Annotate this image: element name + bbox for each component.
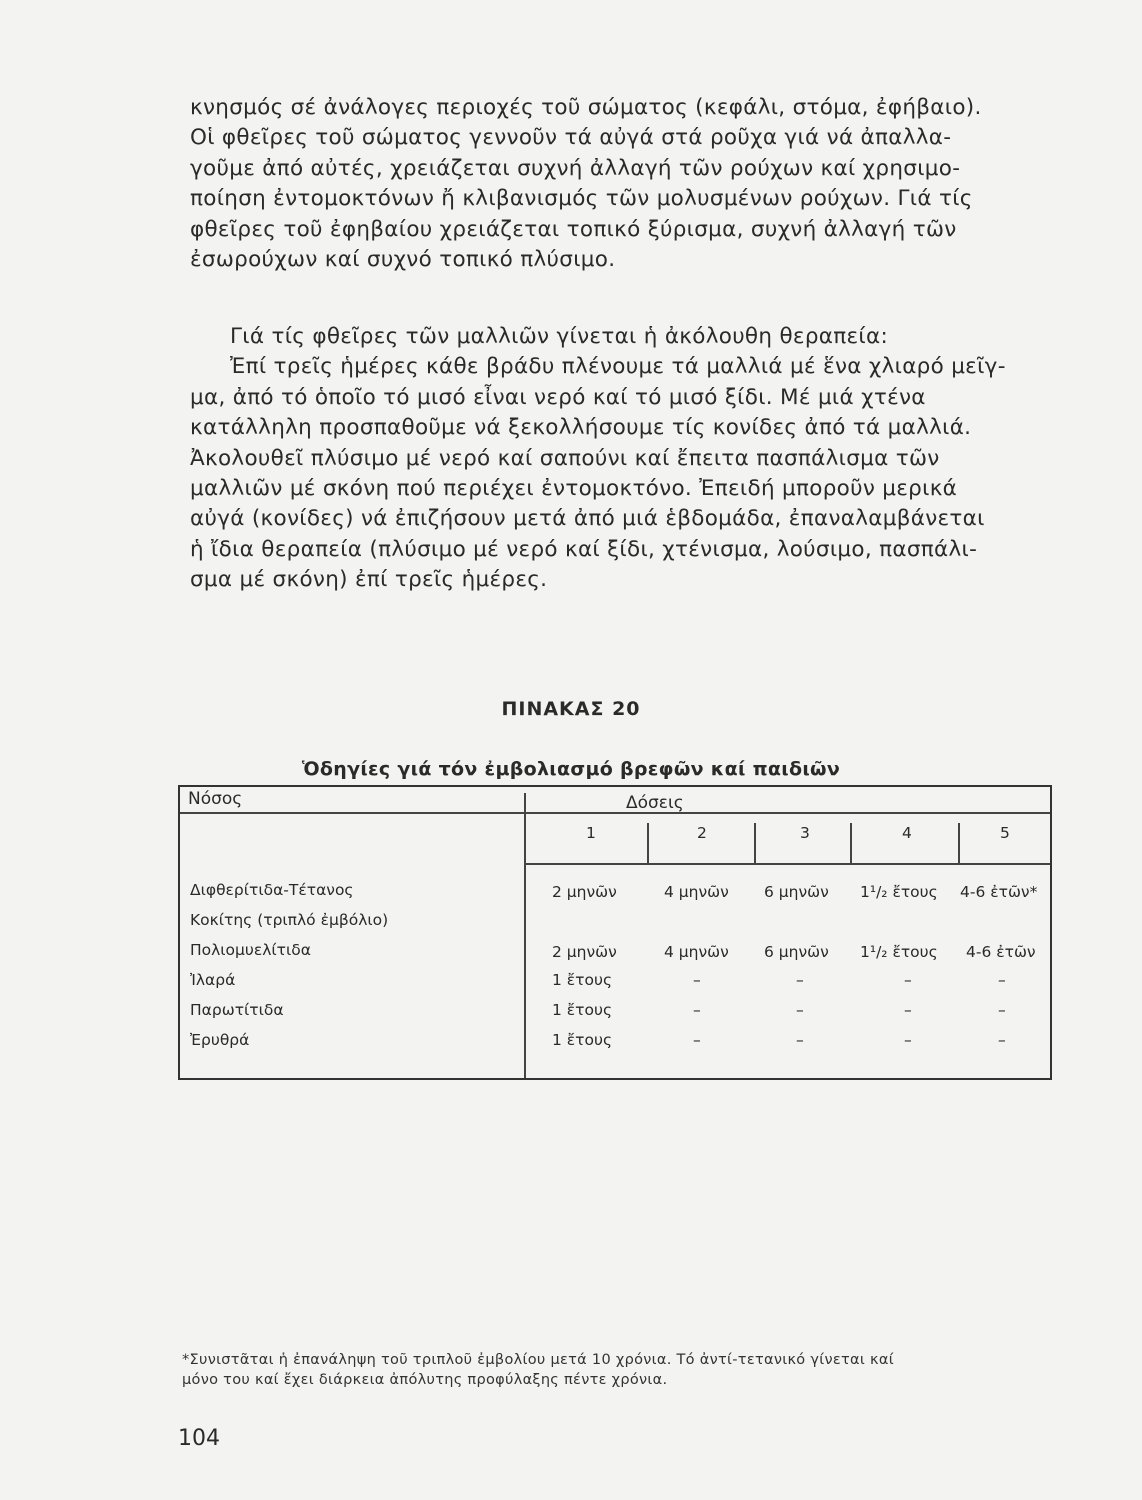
disease-name: Ἰλαρά (190, 971, 236, 989)
table-divider (647, 823, 649, 863)
vaccination-table (178, 785, 1052, 1080)
dose-cell: 6 μηνῶν (764, 883, 829, 901)
table-divider (754, 823, 756, 863)
dose-number: 4 (902, 824, 912, 842)
paragraph-lice-hair (190, 322, 1058, 596)
text-line: αὐγά (κονίδες) νά ἐπιζήσουν μετά ἀπό μιά ἑβδομάδα, ἐπαναλαμβάνεται (190, 506, 985, 532)
header-disease: Νόσος (188, 789, 243, 809)
dose-cell: – (693, 1031, 701, 1049)
dose-cell: 1¹/₂ ἔτους (860, 883, 938, 901)
text-line: Γιά τίς φθεῖρες τῶν μαλλιῶν γίνεται ἡ ἀκόλουθη θεραπεία: (230, 324, 888, 349)
text-line: γοῦμε ἀπό αὐτές, χρειάζεται συχνή ἀλλαγή τῶν ρούχων καί χρησιμο- (190, 155, 961, 181)
dose-number: 3 (800, 824, 810, 842)
dose-cell: 1¹/₂ ἔτους (860, 943, 938, 961)
table-caption: Ὁδηγίες γιά τόν ἐμβολιασμό βρεφῶν καί παιδιῶν (301, 758, 841, 780)
dose-cell: 4-6 ἐτῶν* (960, 883, 1038, 901)
footnote-line: *Συνιστᾶται ἡ ἐπανάληψη τοῦ τριπλοῦ ἐμβολίου μετά 10 χρόνια. Τό ἀντί-τετανικό γίνεται καί (182, 1352, 894, 1368)
dose-cell: 4 μηνῶν (664, 883, 729, 901)
dose-number: 1 (586, 824, 596, 842)
dose-cell: – (796, 971, 804, 989)
dose-cell: 2 μηνῶν (552, 943, 617, 961)
dose-cell: 6 μηνῶν (764, 943, 829, 961)
dose-cell: – (693, 1001, 701, 1019)
dose-cell: 4 μηνῶν (664, 943, 729, 961)
text-line: Ἀκολουθεῖ πλύσιμο μέ νερό καί σαπούνι καί ἔπειτα πασπάλισμα τῶν (190, 445, 940, 471)
disease-name: Παρωτίτιδα (190, 1001, 284, 1019)
dose-cell: 4-6 ἐτῶν (966, 943, 1036, 961)
table-divider (524, 793, 526, 1078)
text-line: κατάλληλη προσπαθοῦμε νά ξεκολλήσουμε τίς κονίδες ἀπό τά μαλλιά. (190, 415, 972, 441)
table-divider (524, 863, 1050, 865)
page-number: 104 (178, 1426, 220, 1451)
text-line: μα, ἀπό τό ὁποῖο τό μισό εἶναι νερό καί τό μισό ξίδι. Μέ μιά χτένα (190, 384, 926, 410)
table-divider (958, 823, 960, 863)
table-title: ΠΙΝΑΚΑΣ 20 (501, 698, 641, 720)
footnote (182, 1350, 1062, 1390)
text-line: Ἐπί τρεῖς ἡμέρες κάθε βράδυ πλένουμε τά μαλλιά μέ ἕνα χλιαρό μεῖγ- (230, 354, 1006, 380)
dose-cell: 1 ἔτους (552, 1001, 613, 1019)
table-divider (850, 823, 852, 863)
dose-cell: – (904, 971, 912, 989)
dose-cell: 1 ἔτους (552, 971, 613, 989)
dose-cell: – (796, 1031, 804, 1049)
table-divider (180, 812, 1050, 814)
disease-name: Πολιομυελίτιδα (190, 941, 311, 959)
dose-cell: – (998, 1031, 1006, 1049)
footnote-line: μόνο του καί ἔχει διάρκεια ἀπόλυτης προφύλαξης πέντε χρόνια. (182, 1372, 668, 1388)
dose-cell: – (998, 971, 1006, 989)
dose-cell: 2 μηνῶν (552, 883, 617, 901)
dose-number: 5 (1000, 824, 1010, 842)
dose-cell: – (796, 1001, 804, 1019)
dose-number: 2 (697, 824, 707, 842)
text-line: κνησμός σέ ἀνάλογες περιοχές τοῦ σώματος (κεφάλι, στόμα, ἐφήβαιο). (190, 95, 982, 120)
text-line: ἡ ἴδια θεραπεία (πλύσιμο μέ νερό καί ξίδι, χτένισμα, λούσιμο, πασπάλι- (190, 536, 978, 562)
disease-name: Διφθερίτιδα-Τέτανος (190, 881, 354, 899)
header-doses: Δόσεις (626, 793, 684, 813)
text-line: μαλλιῶν μέ σκόνη πού περιέχει ἐντομοκτόνο. Ἐπειδή μποροῦν μερικά (190, 476, 958, 502)
disease-name: Κοκίτης (τριπλό ἐμβόλιο) (190, 911, 389, 929)
dose-cell: – (998, 1001, 1006, 1019)
text-line: ἐσωρούχων καί συχνό τοπικό πλύσιμο. (190, 247, 616, 273)
paragraph-lice-body (190, 93, 1058, 275)
text-line: σμα μέ σκόνη) ἐπί τρεῖς ἡμέρες. (190, 567, 548, 593)
dose-cell: 1 ἔτους (552, 1031, 613, 1049)
dose-cell: – (904, 1031, 912, 1049)
dose-cell: – (904, 1001, 912, 1019)
text-line: Οἱ φθεῖρες τοῦ σώματος γεννοῦν τά αὐγά στά ροῦχα γιά νά ἀπαλλα- (190, 125, 952, 151)
dose-cell: – (693, 971, 701, 989)
text-line: φθεῖρες τοῦ ἐφηβαίου χρειάζεται τοπικό ξύρισμα, συχνή ἀλλαγή τῶν (190, 216, 957, 242)
text-line: ποίηση ἐντομοκτόνων ἤ κλιβανισμός τῶν μολυσμένων ρούχων. Γιά τίς (190, 186, 973, 212)
disease-name: Ἐρυθρά (190, 1031, 250, 1049)
